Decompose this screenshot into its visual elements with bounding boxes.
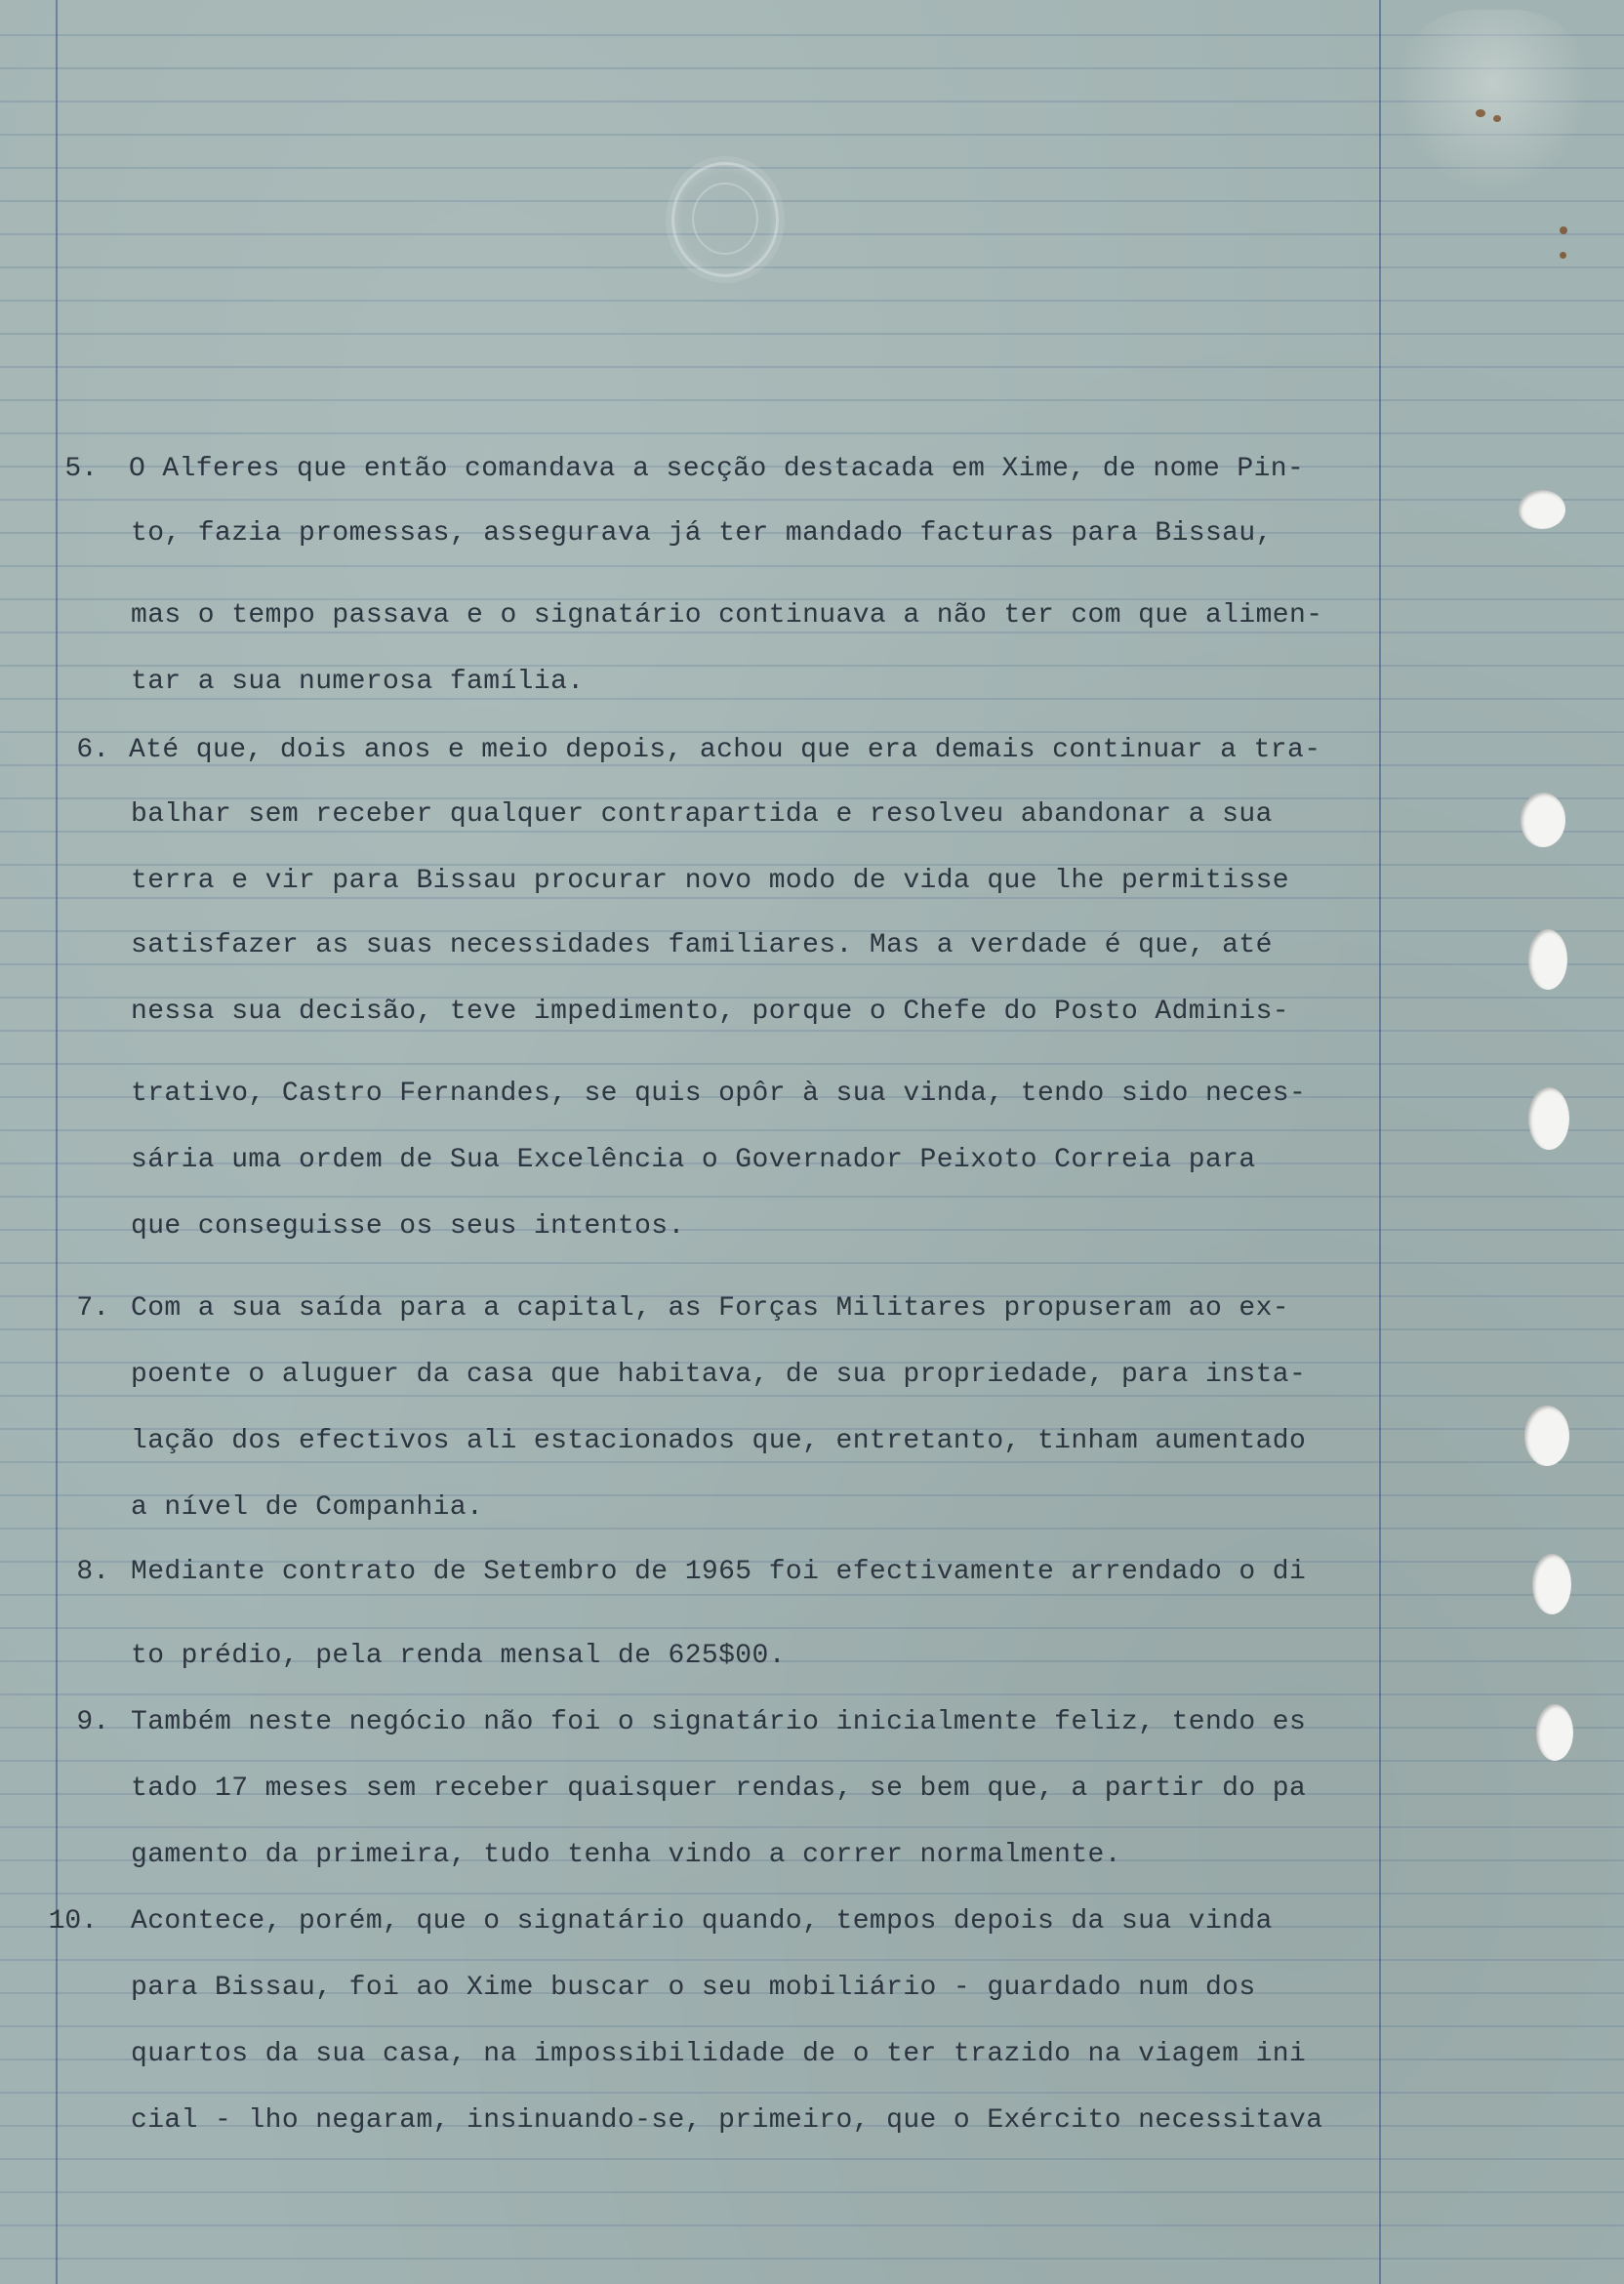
- paragraph-line: to prédio, pela renda mensal de 625$00.: [131, 1641, 786, 1671]
- paragraph-number: 10.: [48, 1906, 98, 1937]
- paragraph-line: balhar sem receber qualquer contrapartida e resolveu abandonar a sua: [131, 799, 1273, 830]
- paragraph-line: Até que, dois anos e meio depois, achou que era demais continuar a tra-: [129, 735, 1321, 765]
- paragraph-line: Mediante contrato de Setembro de 1965 foi efectivamente arrendado o di: [131, 1557, 1307, 1587]
- paragraph-line: nessa sua decisão, teve impedimento, porque o Chefe do Posto Adminis-: [131, 997, 1289, 1027]
- paragraph-line: to, fazia promessas, assegurava já ter mandado facturas para Bissau,: [131, 518, 1273, 549]
- paragraph-line: a nível de Companhia.: [131, 1492, 484, 1523]
- paragraph-number: 5.: [64, 454, 98, 484]
- paragraph-line: tado 17 meses sem receber quaisquer rendas, se bem que, a partir do pa: [131, 1774, 1307, 1804]
- paragraph-line: terra e vir para Bissau procurar novo modo de vida que lhe permitisse: [131, 866, 1289, 896]
- paragraph-line: cial - lho negaram, insinuando-se, primeiro, que o Exército necessitava: [131, 2105, 1323, 2136]
- paragraph-line: que conseguisse os seus intentos.: [131, 1211, 685, 1242]
- paragraph-number: 7.: [76, 1293, 109, 1324]
- paragraph-line: lação dos efectivos ali estacionados que, entretanto, tinham aumentado: [131, 1426, 1307, 1456]
- paragraph-line: satisfazer as suas necessidades familiares. Mas a verdade é que, até: [131, 930, 1273, 960]
- paragraph-line: tar a sua numerosa família.: [131, 667, 585, 697]
- paragraph-line: O Alferes que então comandava a secção destacada em Xime, de nome Pin-: [129, 454, 1305, 484]
- paragraph-line: Também neste negócio não foi o signatário inicialmente feliz, tendo es: [131, 1707, 1307, 1737]
- paragraph-line: mas o tempo passava e o signatário continuava a não ter com que alimen-: [131, 600, 1323, 631]
- paragraph-line: quartos da sua casa, na impossibilidade de o ter trazido na viagem ini: [131, 2039, 1307, 2069]
- paragraph-number: 9.: [76, 1707, 109, 1737]
- paragraph-line: gamento da primeira, tudo tenha vindo a correr normalmente.: [131, 1840, 1121, 1870]
- paragraph-line: trativo, Castro Fernandes, se quis opôr à sua vinda, tendo sido neces-: [131, 1079, 1307, 1109]
- paragraph-line: Com a sua saída para a capital, as Forças Militares propuseram ao ex-: [131, 1293, 1289, 1324]
- paragraph-line: Acontece, porém, que o signatário quando, tempos depois da sua vinda: [131, 1906, 1273, 1937]
- paragraph-line: poente o aluguer da casa que habitava, de sua propriedade, para insta-: [131, 1360, 1307, 1390]
- paragraph-line: para Bissau, foi ao Xime buscar o seu mobiliário - guardado num dos: [131, 1973, 1256, 2003]
- paragraph-number: 8.: [76, 1557, 109, 1587]
- paragraph-line: sária uma ordem de Sua Excelência o Governador Peixoto Correia para: [131, 1145, 1256, 1175]
- paragraph-number: 6.: [76, 735, 109, 765]
